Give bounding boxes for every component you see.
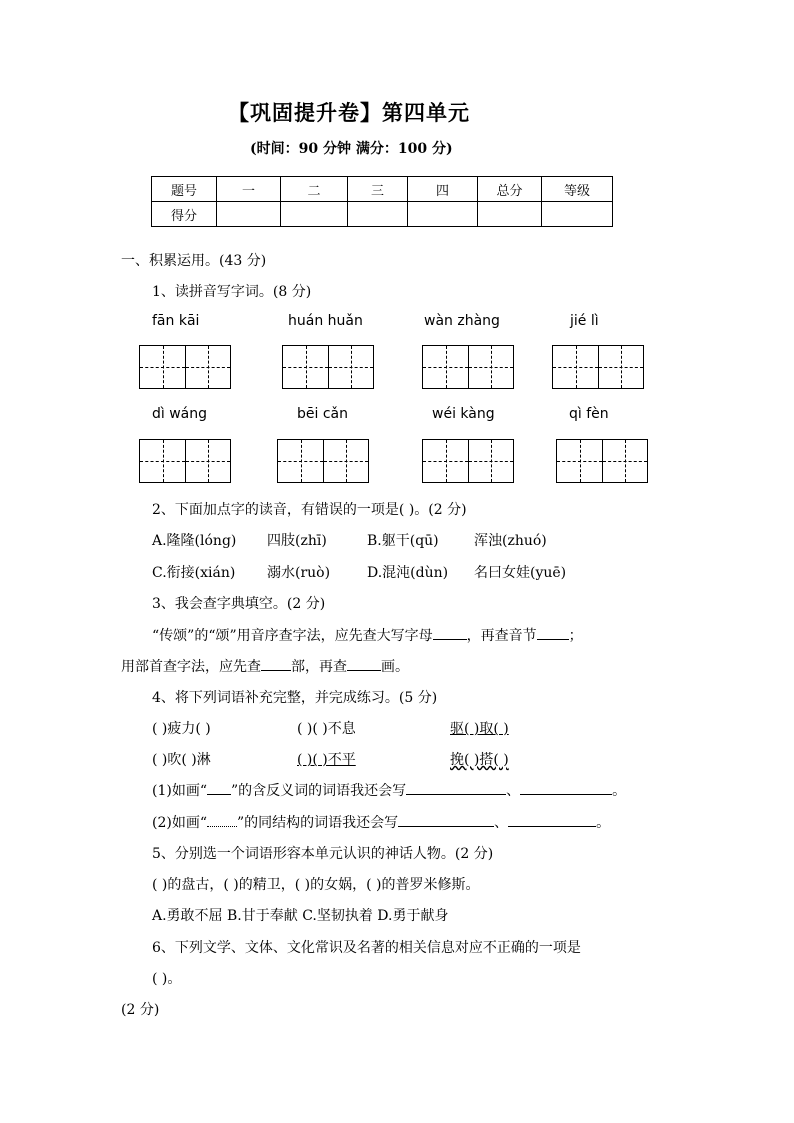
score-cell: 三 bbox=[348, 177, 408, 202]
score-cell: 总分 bbox=[478, 177, 542, 202]
q6-answer-blank: ( )。 bbox=[152, 971, 182, 987]
option-a-2: 四肢(zhī) bbox=[267, 533, 327, 549]
idiom-blank-underlined: 驱( )取( ) bbox=[450, 721, 509, 737]
q6-score: (2 分) bbox=[121, 1002, 160, 1018]
score-cell: 一 bbox=[217, 177, 281, 202]
score-table-score-row bbox=[152, 202, 613, 227]
idiom-blank-underlined: ( )( )不平 bbox=[297, 752, 356, 768]
writing-grid[interactable] bbox=[139, 439, 231, 483]
question-4: 4、将下列词语补充完整，并完成练习。(5 分) bbox=[152, 690, 438, 706]
score-cell: 得分 bbox=[152, 202, 217, 227]
page-title: 【巩固提升卷】第四单元 bbox=[228, 100, 470, 125]
pinyin: wàn zhàng bbox=[424, 313, 500, 329]
score-input-cell[interactable] bbox=[281, 202, 348, 227]
score-cell: 四 bbox=[408, 177, 478, 202]
score-cell: 等级 bbox=[542, 177, 613, 202]
pinyin: huán huǎn bbox=[288, 313, 363, 329]
option-a: A.隆隆(lóng) bbox=[152, 533, 237, 549]
score-input-cell[interactable] bbox=[348, 202, 408, 227]
q4-subquestion-1: (1)如画“ ”的含反义词的词语我还会写 、 。 bbox=[152, 783, 627, 799]
pinyin: bēi cǎn bbox=[297, 406, 348, 422]
idiom-blank: ( )吹( )淋 bbox=[152, 752, 211, 768]
score-cell: 二 bbox=[281, 177, 348, 202]
idiom-blank: ( )疲力( ) bbox=[152, 721, 211, 737]
question-1: 1、读拼音写字词。(8 分) bbox=[152, 284, 312, 300]
writing-grid[interactable] bbox=[139, 345, 231, 389]
section-heading: 一、积累运用。(43 分) bbox=[121, 253, 267, 269]
option-d: D.混沌(dùn) bbox=[367, 565, 449, 581]
question-5: 5、分别选一个词语形容本单元认识的神话人物。(2 分) bbox=[152, 846, 494, 862]
q5-options: A.勇敢不屈 B.甘于奉献 C.坚韧执着 D.勇于献身 bbox=[152, 908, 449, 924]
question-6: 6、下列文学、文体、文化常识及名著的相关信息对应不正确的一项是 bbox=[152, 940, 581, 956]
question-2: 2、下面加点字的读音，有错误的一项是( )。(2 分) bbox=[152, 502, 467, 518]
score-table-header-row bbox=[152, 177, 613, 202]
score-input-cell[interactable] bbox=[542, 202, 613, 227]
pinyin: wéi kàng bbox=[432, 406, 495, 422]
option-b: B.躯干(qū) bbox=[367, 533, 439, 549]
question-3: 3、我会查字典填空。(2 分) bbox=[152, 596, 326, 612]
writing-grid[interactable] bbox=[552, 345, 644, 389]
option-d-2: 名曰女娃(yuē) bbox=[474, 565, 567, 581]
writing-grid[interactable] bbox=[422, 439, 514, 483]
score-input-cell[interactable] bbox=[408, 202, 478, 227]
writing-grid[interactable] bbox=[422, 345, 514, 389]
q4-subquestion-2: (2)如画“ ”的同结构的词语我还会写 、 。 bbox=[152, 815, 611, 831]
idiom-blank-wavy: 挽( )搭( ) bbox=[450, 752, 509, 768]
exam-info: (时间：90 分钟 满分：100 分) bbox=[250, 141, 453, 157]
score-cell: 题号 bbox=[152, 177, 217, 202]
pinyin: dì wáng bbox=[152, 406, 208, 422]
q3-line-2: 用部首查字法，应先查 部，再查 画。 bbox=[121, 659, 409, 675]
q3-line-1: “传颂”的“颂”用音序查字法，应先查大写字母 ，再查音节 ； bbox=[152, 628, 583, 644]
score-input-cell[interactable] bbox=[478, 202, 542, 227]
writing-grid[interactable] bbox=[282, 345, 374, 389]
pinyin: qì fèn bbox=[569, 406, 609, 422]
score-input-cell[interactable] bbox=[217, 202, 281, 227]
score-table bbox=[151, 176, 613, 227]
option-c: C.衔接(xián) bbox=[152, 565, 236, 581]
pinyin: jié lì bbox=[570, 313, 599, 329]
option-c-2: 溺水(ruò) bbox=[267, 565, 331, 581]
writing-grid[interactable] bbox=[277, 439, 369, 483]
writing-grid[interactable] bbox=[556, 439, 648, 483]
q5-blanks: ( )的盘古，( )的精卫，( )的女娲，( )的普罗米修斯。 bbox=[152, 877, 480, 893]
idiom-blank: ( )( )不息 bbox=[297, 721, 356, 737]
pinyin: fān kāi bbox=[152, 313, 200, 329]
option-b-2: 浑浊(zhuó) bbox=[474, 533, 547, 549]
